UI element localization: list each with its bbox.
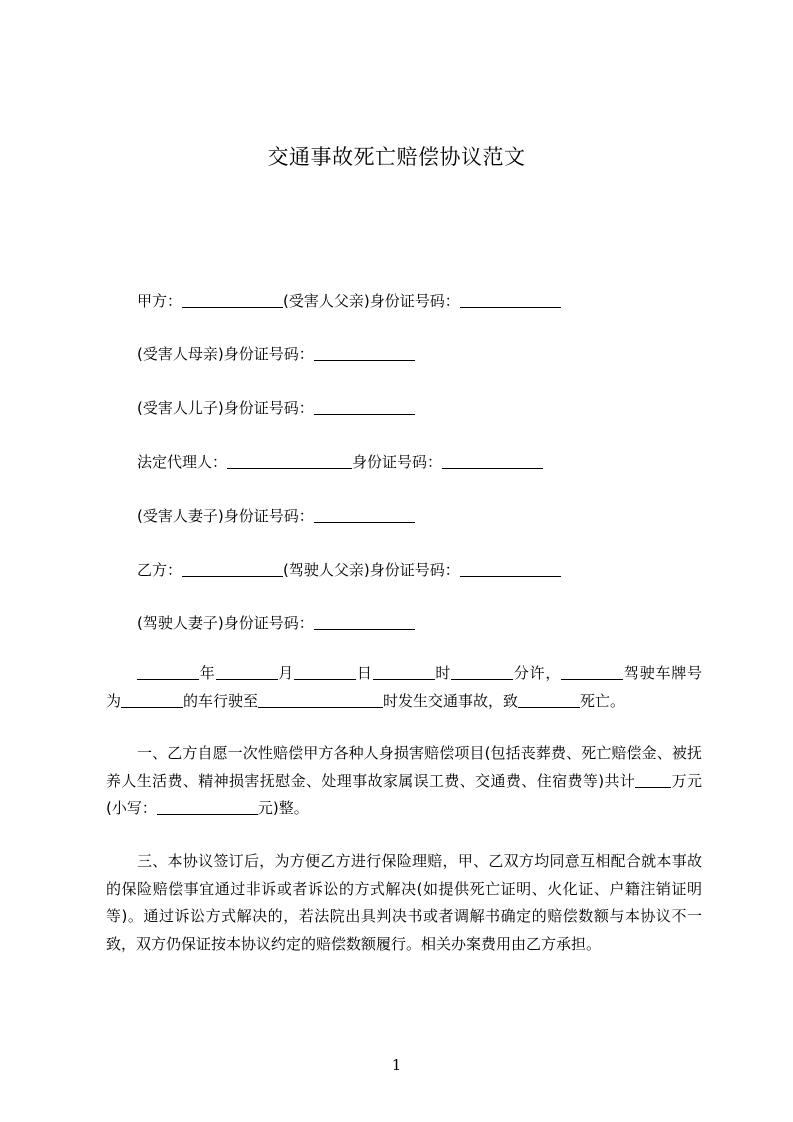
party-b-relation: (驾驶人父亲)身份证号码： bbox=[283, 561, 460, 579]
clause-one-end: 元)整。 bbox=[257, 799, 309, 817]
party-b-name-blank[interactable] bbox=[182, 562, 283, 577]
victim-blank[interactable] bbox=[518, 693, 580, 708]
document-title: 交通事故死亡赔偿协议范文 bbox=[267, 145, 526, 169]
plate-blank[interactable] bbox=[121, 693, 183, 708]
minute-text: 分许， bbox=[513, 664, 562, 682]
party-a-id-blank[interactable] bbox=[460, 293, 561, 308]
mother-id-blank[interactable] bbox=[314, 346, 415, 361]
legal-agent-id-blank[interactable] bbox=[442, 454, 543, 469]
party-a-line bbox=[137, 291, 561, 311]
legal-agent-label: 法定代理人： bbox=[137, 453, 228, 471]
hour-blank[interactable] bbox=[373, 665, 435, 680]
party-b-line bbox=[137, 560, 561, 580]
minute-blank[interactable] bbox=[451, 665, 513, 680]
driver-wife-id-blank[interactable] bbox=[314, 615, 415, 630]
accident-paragraph bbox=[106, 660, 702, 715]
amount-wan-blank[interactable] bbox=[635, 773, 671, 788]
party-a-relation: (受害人父亲)身份证号码： bbox=[283, 292, 460, 310]
clause-one bbox=[106, 740, 702, 823]
legal-agent-name-blank[interactable] bbox=[227, 454, 352, 469]
mother-label: (受害人母亲)身份证号码： bbox=[137, 345, 314, 363]
driver-wife-label: (驾驶人妻子)身份证号码： bbox=[137, 614, 314, 632]
plate-no-text: 号为 bbox=[106, 664, 702, 710]
legal-agent-id-label: 身份证号码： bbox=[352, 453, 443, 471]
month-text: 月 bbox=[277, 664, 295, 682]
day-text: 日 bbox=[356, 664, 373, 682]
plate-text: 驾驶车牌 bbox=[623, 664, 687, 682]
hour-text: 时 bbox=[434, 664, 452, 682]
year-blank[interactable] bbox=[137, 665, 199, 680]
amount-small-blank[interactable] bbox=[157, 800, 258, 815]
location-blank[interactable] bbox=[258, 693, 383, 708]
son-label: (受害人儿子)身份证号码： bbox=[137, 399, 314, 417]
occurred-text: 时发生交通事故，致 bbox=[383, 691, 519, 710]
month-blank[interactable] bbox=[216, 665, 278, 680]
party-b-label: 乙方： bbox=[137, 561, 183, 579]
clause-one-wan: 万元(小写： bbox=[106, 771, 702, 817]
clause-one-text: 一、乙方自愿一次性赔偿甲方各种人身损害赔偿项目(包括丧葬费、死亡赔偿金、被抚养人生活费、精神损害抚慰金、处理事故家属误工费、交通费、住宿费等)共计 bbox=[106, 744, 702, 790]
year-text: 年 bbox=[199, 664, 216, 682]
page-number: 1 bbox=[391, 1056, 402, 1074]
clause-three bbox=[106, 848, 702, 958]
driver-wife-line bbox=[137, 613, 415, 633]
driver-blank[interactable] bbox=[561, 665, 623, 680]
wife-id-blank[interactable] bbox=[314, 508, 415, 523]
party-b-id-blank[interactable] bbox=[460, 562, 561, 577]
wife-label: (受害人妻子)身份证号码： bbox=[137, 507, 314, 525]
day-blank[interactable] bbox=[294, 665, 356, 680]
son-id-blank[interactable] bbox=[314, 400, 415, 415]
party-a-name-blank[interactable] bbox=[182, 293, 283, 308]
mother-line bbox=[137, 344, 415, 364]
legal-agent-line bbox=[137, 452, 543, 472]
vehicle-text: 的车行驶至 bbox=[183, 691, 259, 710]
death-text: 死亡。 bbox=[580, 691, 626, 710]
party-a-label: 甲方： bbox=[137, 292, 183, 310]
wife-line bbox=[137, 506, 415, 526]
son-line bbox=[137, 398, 415, 418]
clause-three-text: 三、本协议签订后，为方便乙方进行保险理赔，甲、乙双方均同意互相配合就本事故的保险赔偿事宜通过非诉或者诉讼的方式解决(如提供死亡证明、火化证、户籍注销证明等)。通过诉讼方式解决的，若法院出具判决书或者调解书确定的赔偿数额与本协议不一致，双方仍保证按本协议约定的赔偿数额履行。相关办案费用由乙方承担。 bbox=[106, 852, 702, 953]
